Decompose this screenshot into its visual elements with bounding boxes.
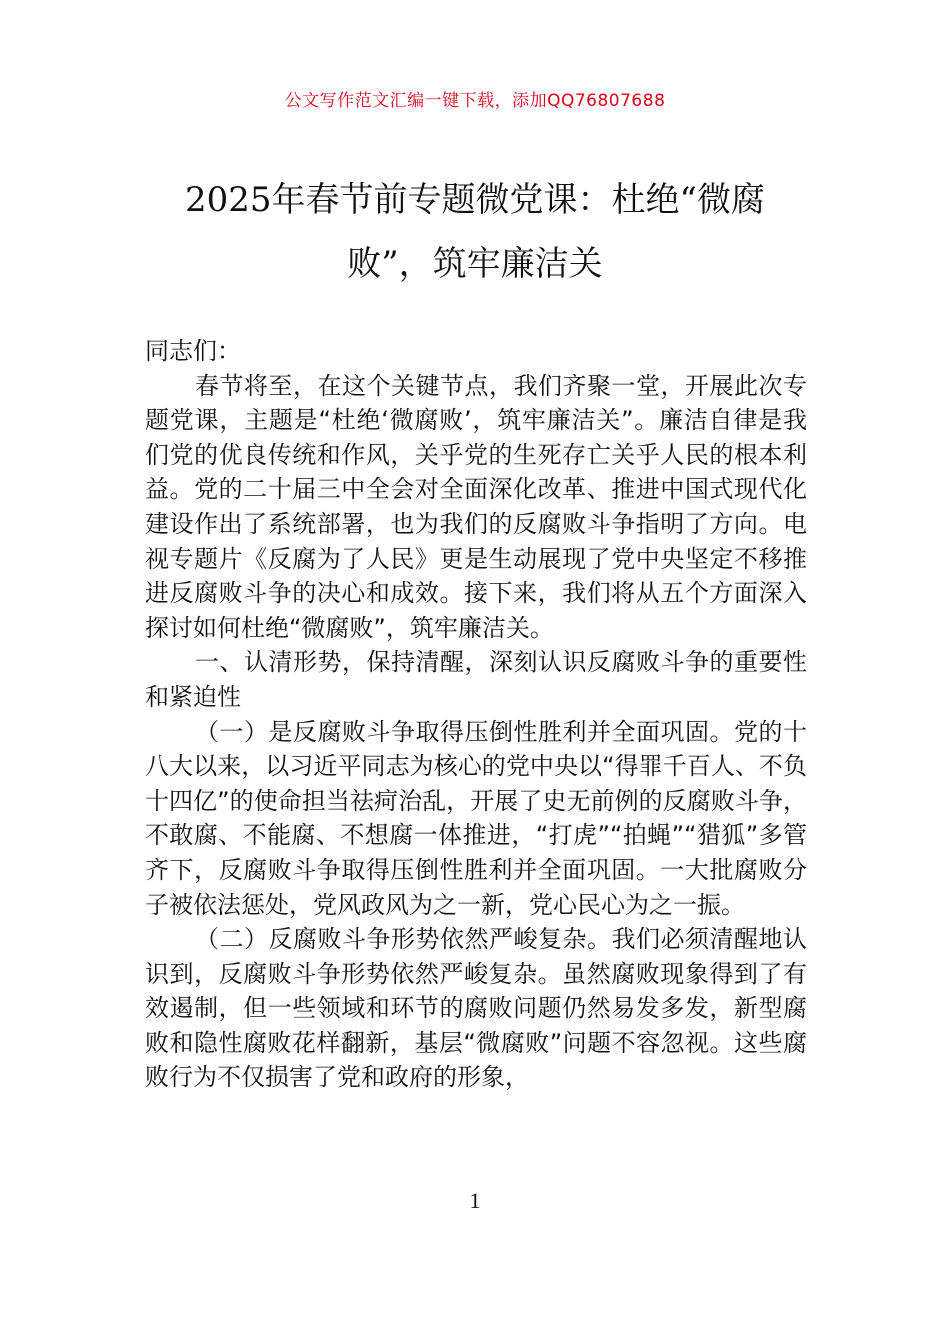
section-heading-1: 一、认清形势，保持清醒，深刻认识反腐败斗争的重要性和紧迫性 <box>145 648 807 711</box>
subsection-paragraph-2: （二）反腐败斗争形势依然严峻复杂。我们必须清醒地认识到，反腐败斗争形势依然严峻复杂。虽然腐败现象得到了有效遏制，但一些领域和环节的腐败问题仍然易发多发，新型腐败和隐性腐败花样翻新，基层“微腐败”问题不容忽视。这些腐败行为不仅损害了党和政府的形象， <box>145 925 807 1092</box>
document-body <box>145 334 807 1095</box>
page-number: 1 <box>469 1188 481 1213</box>
document-title: 2025年春节前专题微党课：杜绝“微腐败”，筑牢廉洁关 <box>185 180 765 284</box>
subsection-paragraph-1: （一）是反腐败斗争取得压倒性胜利并全面巩固。党的十八大以来，以习近平同志为核心的党中央以“得罪千百人、不负十四亿”的使命担当祛疴治乱，开展了史无前例的反腐败斗争，不敢腐、不能腐、不想腐一体推进，“打虎”“拍蝇”“猎狐”多管齐下，反腐败斗争取得压倒性胜利并全面巩固。一大批腐败分子被依法惩处，党风政风为之一新，党心民心为之一振。 <box>145 717 807 919</box>
intro-paragraph: 春节将至，在这个关键节点，我们齐聚一堂，开展此次专题党课，主题是“杜绝‘微腐败’，筑牢廉洁关”。廉洁自律是我们党的优良传统和作风，关乎党的生死存亡关乎人民的根本利益。党的二十届三中全会对全面深化改革、推进中国式现代化建设作出了系统部署，也为我们的反腐败斗争指明了方向。电视专题片《反腐为了人民》更是生动展现了党中央坚定不移推进反腐败斗争的决心和成效。接下来，我们将从五个方面深入探讨如何杜绝“微腐败”，筑牢廉洁关。 <box>145 371 807 642</box>
header-download-note: 公文写作范文汇编一键下载，添加QQ76807688 <box>284 91 666 111</box>
salutation: 同志们： <box>145 337 241 365</box>
